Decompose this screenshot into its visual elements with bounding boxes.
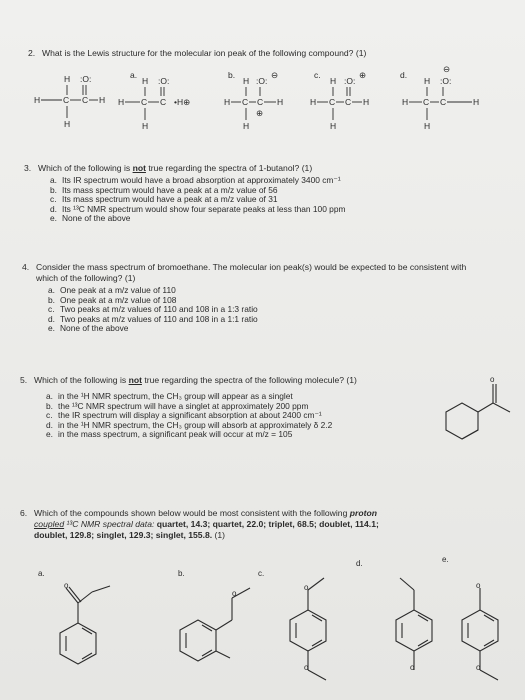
question-4	[22, 262, 482, 334]
question-number: 3.	[24, 163, 32, 173]
svg-text:H: H	[142, 76, 149, 86]
svg-text:b.: b.	[228, 70, 236, 80]
svg-text:d.: d.	[400, 70, 408, 80]
q6-structures	[0, 548, 525, 698]
svg-text:H: H	[363, 97, 370, 107]
svg-text:⊕: ⊕	[256, 108, 264, 118]
emphasis-not: not	[132, 163, 146, 173]
question-number: 2.	[28, 48, 36, 58]
option-d[interactable]: d. Two peaks at m/z values of 110 and 108 in a 1:1 ratio	[48, 313, 258, 324]
lewis-structures	[0, 64, 525, 160]
svg-text:C: C	[160, 97, 167, 107]
question-stem: What is the Lewis structure for the molecular ion peak of the following compound? (1)	[42, 48, 367, 58]
choice-label-c: c.	[258, 569, 265, 578]
svg-text:C: C	[63, 95, 70, 105]
option-e[interactable]: e. None of the above	[50, 213, 131, 224]
svg-text:H: H	[224, 97, 231, 107]
emphasis-not: not	[128, 375, 142, 385]
option-a[interactable]: a. One peak at a m/z value of 110	[48, 285, 176, 295]
svg-text:C: C	[82, 95, 89, 105]
question-3	[24, 163, 504, 224]
given-compound	[34, 74, 105, 129]
svg-text:H: H	[118, 97, 125, 107]
choice-label-b: b.	[178, 569, 185, 578]
choice-a-structure	[118, 70, 190, 131]
question-stem: Which of the following is not true regarding the spectra of 1-butanol? (1)	[38, 163, 313, 173]
svg-text:o: o	[304, 663, 309, 672]
svg-text:o: o	[476, 581, 481, 590]
svg-text:C: C	[257, 97, 264, 107]
option-a[interactable]: a. Its IR spectrum would have a broad absorption at approximately 3400 cm⁻¹	[50, 175, 341, 185]
choice-label: a.	[130, 70, 138, 80]
svg-text::O:: :O:	[440, 76, 452, 86]
question-number: 6.	[20, 508, 28, 518]
svg-text:H: H	[64, 119, 71, 129]
svg-text:C: C	[329, 97, 336, 107]
svg-text:H: H	[402, 97, 409, 107]
question-number: 4.	[22, 262, 30, 272]
option-b[interactable]: b. Its mass spectrum would have a peak at a m/z value of 56	[50, 184, 278, 195]
options-list	[48, 286, 482, 334]
svg-text::O:: :O:	[158, 76, 170, 86]
svg-text:H: H	[424, 76, 431, 86]
svg-text::O:: :O:	[344, 76, 356, 86]
question-6	[20, 508, 500, 541]
svg-text:H: H	[424, 121, 431, 131]
svg-text:H: H	[99, 95, 106, 105]
svg-text:o: o	[64, 581, 69, 590]
svg-text:c.: c.	[314, 70, 321, 80]
svg-text:C: C	[141, 97, 148, 107]
q5-molecule	[428, 372, 518, 452]
svg-text:H: H	[34, 95, 41, 105]
svg-text:o: o	[304, 583, 309, 592]
question-5	[20, 375, 450, 440]
svg-text:o: o	[410, 663, 415, 672]
question-2	[28, 48, 508, 59]
svg-text:o: o	[232, 589, 237, 598]
choice-a-structure	[60, 586, 110, 664]
option-e[interactable]: e. in the mass spectrum, a significant peak will occur at m/z = 105	[46, 429, 293, 440]
svg-text:H: H	[142, 121, 149, 131]
choice-d-structure	[396, 578, 432, 670]
choice-label-d: d.	[356, 559, 363, 568]
question-stem: Which of the following is not true regarding the spectra of the following molecule? (1)	[34, 375, 357, 385]
svg-text:H: H	[330, 121, 337, 131]
atom-o: :O:	[80, 74, 92, 84]
svg-text:•H⊕: •H⊕	[174, 97, 191, 107]
svg-text:⊖: ⊖	[271, 70, 279, 80]
option-e[interactable]: e. None of the above	[48, 323, 129, 334]
choice-b-structure	[224, 70, 283, 131]
choice-d-structure	[400, 64, 479, 131]
svg-text:C: C	[440, 97, 447, 107]
options-list	[50, 176, 504, 224]
svg-text:o: o	[476, 663, 481, 672]
choice-label-e: e.	[442, 555, 449, 564]
svg-text:H: H	[243, 76, 250, 86]
question-stem: Which of the compounds shown below would be most consistent with the following proton coupled ¹³C NMR spectral data: quartet, 14.3; quartet, 22.0; triplet, 68.5; doublet, 114.1; doublet, 129.8; singlet, 129.3; singlet, 155.8. (1)	[34, 508, 379, 540]
option-a[interactable]: a. in the ¹H NMR spectrum, the CH₃ group will appear as a singlet	[46, 391, 293, 401]
svg-text:o: o	[490, 375, 495, 384]
choice-label-a: a.	[38, 569, 45, 578]
svg-text:H: H	[473, 97, 480, 107]
choice-c-structure	[310, 70, 369, 131]
svg-text:C: C	[423, 97, 430, 107]
svg-text:H: H	[243, 121, 250, 131]
svg-text::O:: :O:	[256, 76, 268, 86]
svg-text:C: C	[345, 97, 352, 107]
question-number: 5.	[20, 375, 28, 385]
svg-text:H: H	[310, 97, 317, 107]
option-b[interactable]: b. One peak at a m/z value of 108	[48, 294, 177, 305]
choice-b-structure	[180, 588, 250, 661]
svg-text:C: C	[242, 97, 249, 107]
option-c[interactable]: c. Two peaks at m/z values of 110 and 108 in a 1:3 ratio	[48, 304, 258, 315]
question-stem: Consider the mass spectrum of bromoethane. The molecular ion peak(s) would be expected to be consistent with which of the following? (1)	[36, 262, 467, 283]
option-d[interactable]: d. in the ¹H NMR spectrum, the CH₃ group will absorb at approximately δ 2.2	[46, 419, 333, 430]
option-d[interactable]: d. Its ¹³C NMR spectrum would show four separate peaks at less than 100 ppm	[50, 203, 346, 214]
svg-text:H: H	[330, 76, 337, 86]
option-c[interactable]: c. Its mass spectrum would have a peak at a m/z value of 31	[50, 194, 278, 205]
atom-h: H	[64, 74, 71, 84]
svg-text:H: H	[277, 97, 284, 107]
option-b[interactable]: b. the ¹³C NMR spectrum will have a singlet at approximately 200 ppm	[46, 400, 309, 411]
option-c[interactable]: c. the IR spectrum will display a significant absorption at about 2400 cm⁻¹	[46, 410, 322, 421]
svg-text:⊖: ⊖	[443, 64, 451, 74]
options-list	[46, 392, 450, 440]
svg-text:⊕: ⊕	[359, 70, 367, 80]
